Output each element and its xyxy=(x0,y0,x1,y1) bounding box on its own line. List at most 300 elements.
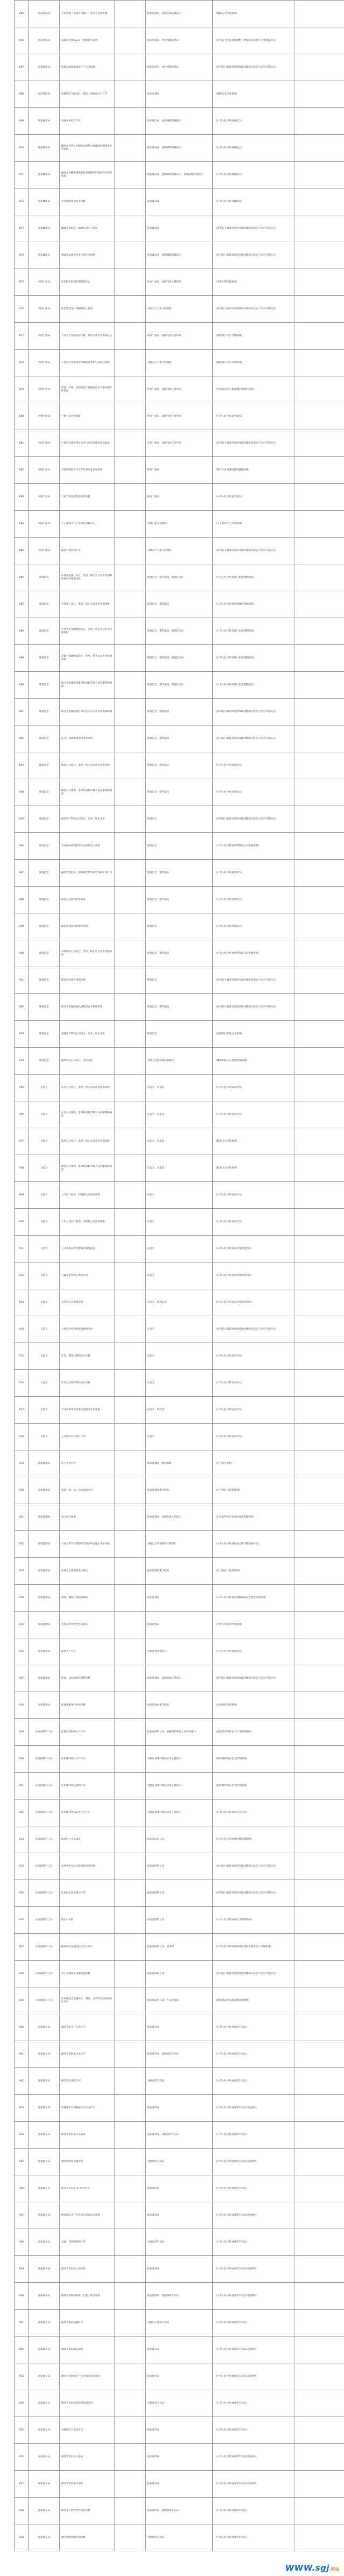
cell-department: 银保监会 xyxy=(29,994,60,1021)
cell-approval-level: 国家铁路局 xyxy=(146,81,213,108)
cell-legal-basis: 《中华人民共和国证券法》 xyxy=(213,1424,295,1450)
cell-item-name: 保险资产管理公司设立、变更、终止审批 xyxy=(60,806,115,833)
cell-legal-basis: 《中华人民共和国银行业监督管理法》 xyxy=(213,645,295,672)
cell-department: 国家邮政局 xyxy=(29,242,60,269)
table-row xyxy=(15,887,344,913)
cell-implementing-body xyxy=(115,2256,146,2283)
table-row xyxy=(15,2014,344,2041)
cell-implementing-body xyxy=(115,538,146,564)
cell-implementing-body xyxy=(115,2041,146,2068)
cell-number: 886 xyxy=(15,564,29,591)
cell-number: 929 xyxy=(15,1719,29,1746)
cell-legal-basis: 《国务院对确需保留的行政审批项目设定行政许可的决定》 xyxy=(213,296,295,323)
cell-legal-basis: 《融资担保公司监督管理条例》 xyxy=(213,1048,295,1075)
cell-item-name: 快递业务经营许可 xyxy=(60,108,115,135)
cell-legal-basis: 《国务院对确需保留的行政审批项目设定行政许可的决定》 xyxy=(213,994,295,1021)
cell-approval-level: 证监会，证监局 xyxy=(146,1101,213,1128)
cell-number: 931 xyxy=(15,1773,29,1799)
cell-remarks xyxy=(295,323,344,350)
cell-implementing-body xyxy=(115,672,146,699)
cell-legal-basis: 《国务院对确需保留的行政审批项目设定行政许可的决定》 xyxy=(213,430,295,457)
cell-number: 917 xyxy=(15,1397,29,1424)
cell-item-name: 外资银行设立、变更、终止以及业务范围审批 xyxy=(60,591,115,618)
table-row xyxy=(15,54,344,81)
cell-legal-basis: 《中华人民共和国烟草专卖法实施条例》 xyxy=(213,2471,295,2498)
table-row xyxy=(15,994,344,1021)
cell-item-name: 烟草生产经营单位变更审批 xyxy=(60,2498,115,2524)
document-sheet xyxy=(14,0,330,2551)
cell-implementing-body xyxy=(115,2229,146,2256)
cell-implementing-body xyxy=(115,618,146,645)
cell-department: 国家国防科工局 xyxy=(29,1799,60,1826)
cell-legal-basis: 《国务院关于取消和调整一批行政审批项目等事项的决定》 xyxy=(213,27,295,54)
cell-implementing-body xyxy=(115,1397,146,1424)
cell-approval-level: 银保监会，银保监局 xyxy=(146,860,213,887)
cell-department: 国家烟草局 xyxy=(29,2444,60,2471)
table-row xyxy=(15,1558,344,1585)
cell-item-name: 烟草专卖品运输许可 xyxy=(60,2310,115,2336)
cell-remarks xyxy=(295,618,344,645)
table-row xyxy=(15,1638,344,1665)
cell-number: 941 xyxy=(15,2041,29,2068)
cell-department: 银保监会 xyxy=(29,1021,60,1048)
cell-number: 940 xyxy=(15,2014,29,2041)
cell-item-name: 气象台站迁建审批 xyxy=(60,403,115,430)
cell-remarks xyxy=(295,1424,344,1450)
cell-number: 935 xyxy=(15,1880,29,1907)
cell-implementing-body xyxy=(115,1477,146,1504)
cell-remarks xyxy=(295,1853,344,1880)
cell-approval-level: 国家能源局 xyxy=(146,1585,213,1612)
cell-implementing-body xyxy=(115,1853,146,1880)
table-row xyxy=(15,323,344,350)
cell-implementing-body xyxy=(115,1155,146,1182)
cell-approval-level: 证监会，证监局 xyxy=(146,1075,213,1101)
cell-number: 882 xyxy=(15,457,29,484)
cell-department: 中国气象局 xyxy=(29,403,60,430)
cell-implementing-body xyxy=(115,833,146,860)
cell-legal-basis: 《中华人民共和国银行业监督管理法》 xyxy=(213,564,295,591)
table-row xyxy=(15,1397,344,1424)
cell-item-name: 卷烟、雪茄烟零售许可 xyxy=(60,2229,115,2256)
table-row xyxy=(15,2041,344,2068)
cell-department: 证监会 xyxy=(29,1289,60,1316)
cell-item-name: 电网企业供电营业区核定 xyxy=(60,1558,115,1585)
table-row xyxy=(15,457,344,484)
cell-remarks xyxy=(295,1719,344,1746)
cell-item-name: 非银行金融机构设立、变更、终止以及业务范围审批 xyxy=(60,645,115,672)
cell-item-name: 施放气球活动许可 xyxy=(60,538,115,564)
cell-legal-basis: 《电力监管条例》 xyxy=(213,1450,295,1477)
table-row xyxy=(15,108,344,135)
cell-item-name: 气象信息服务单位从事气象信息服务活动备案 xyxy=(60,430,115,457)
cell-number: 903 xyxy=(15,1021,29,1048)
cell-number: 911 xyxy=(15,1236,29,1262)
cell-number: 879 xyxy=(15,376,29,403)
cell-number: 889 xyxy=(15,645,29,672)
cell-legal-basis: 《涉外气象探测和资料管理办法》 xyxy=(213,457,295,484)
cell-implementing-body xyxy=(115,591,146,618)
cell-remarks xyxy=(295,2471,344,2498)
cell-legal-basis: 《中华人民共和国证券投资基金法》 xyxy=(213,1289,295,1316)
table-row xyxy=(15,1128,344,1155)
cell-number: 865 xyxy=(15,1,29,27)
cell-item-name: 防雷装置设计审核和竣工验收 xyxy=(60,296,115,323)
cell-approval-level: 国家国防科工局 xyxy=(146,1880,213,1907)
cell-remarks xyxy=(295,403,344,430)
cell-approval-level: 银保监会，银保监局 xyxy=(146,940,213,967)
cell-item-name: 铁路机车车辆设计、制造、维修或进口许可 xyxy=(60,81,115,108)
cell-department: 国家烟草局 xyxy=(29,2336,60,2363)
cell-remarks xyxy=(295,2498,344,2524)
licensing-items-table xyxy=(14,0,344,2551)
cell-implementing-body xyxy=(115,2149,146,2175)
cell-approval-level: 国家烟草局 xyxy=(146,2202,213,2229)
cell-item-name: 烟草专卖品展示审批 xyxy=(60,2471,115,2498)
cell-item-name: 公开发行股票、可转换公司债券核准 xyxy=(60,1182,115,1209)
cell-approval-level: 县级以上气象主管机构 xyxy=(146,296,213,323)
cell-legal-basis: 《中华人民共和国证券法》 xyxy=(213,1209,295,1236)
cell-item-name: 烟草专卖零售许可 xyxy=(60,2068,115,2095)
cell-approval-level: 省级烟草专卖局 xyxy=(146,2390,213,2417)
table-row xyxy=(15,2229,344,2256)
cell-approval-level: 银保监会，银保监局，银保监分局 xyxy=(146,645,213,672)
cell-item-name: 水电站大坝安全注册登记 xyxy=(60,1612,115,1638)
cell-item-name: 煤炭生产许可 xyxy=(60,1638,115,1665)
cell-legal-basis: 《中华人民共和国保险法》 xyxy=(213,860,295,887)
cell-number: 946 xyxy=(15,2175,29,2202)
cell-department: 中国气象局 xyxy=(29,323,60,350)
cell-number: 908 xyxy=(15,1155,29,1182)
cell-remarks xyxy=(295,1397,344,1424)
cell-department: 国家能源局 xyxy=(29,1504,60,1531)
table-row xyxy=(15,215,344,242)
cell-implementing-body xyxy=(115,296,146,323)
cell-remarks xyxy=(295,1209,344,1236)
cell-implementing-body xyxy=(115,1182,146,1209)
cell-remarks xyxy=(295,2524,344,2551)
cell-implementing-body xyxy=(115,81,146,108)
cell-number: 953 xyxy=(15,2363,29,2390)
cell-approval-level: 国家邮政局，省级邮政管理部门 xyxy=(146,108,213,135)
cell-department: 国家国防科工局 xyxy=(29,1907,60,1934)
cell-approval-level: 国家能源局 xyxy=(146,1612,213,1638)
cell-approval-level: 国家铁路局，地区铁路监管局 xyxy=(146,27,213,54)
cell-department: 国家烟草局 xyxy=(29,2149,60,2175)
cell-item-name: 升放无人驾驶自由气球或者系留气球活动审批 xyxy=(60,350,115,376)
cell-item-name: 烟草专用机械购进、出售、转让审批 xyxy=(60,2283,115,2310)
cell-department: 证监会 xyxy=(29,1424,60,1450)
cell-number: 896 xyxy=(15,833,29,860)
cell-implementing-body xyxy=(115,2283,146,2310)
cell-item-name: 公募基金管理人资格审批 xyxy=(60,1262,115,1289)
table-row xyxy=(15,860,344,887)
cell-implementing-body xyxy=(115,1370,146,1397)
cell-legal-basis: 《中华人民共和国核出口管制条例》 xyxy=(213,1907,295,1934)
watermark-brand-2: gj xyxy=(320,2563,329,2573)
cell-remarks xyxy=(295,2390,344,2417)
cell-legal-basis: 《中华人民共和国证券法》 xyxy=(213,1370,295,1397)
cell-approval-level: 银保监会，银保监局 xyxy=(146,994,213,1021)
cell-remarks xyxy=(295,484,344,511)
cell-department: 证监会 xyxy=(29,1236,60,1262)
cell-number: 916 xyxy=(15,1370,29,1397)
cell-approval-level: 国家烟草局，省级烟草专卖局 xyxy=(146,2498,213,2524)
cell-number: 942 xyxy=(15,2068,29,2095)
cell-item-name: 银行业金融机构从事托管业务资格审批 xyxy=(60,994,115,1021)
table-row xyxy=(15,2122,344,2149)
cell-item-name: 烟草专卖生产企业许可 xyxy=(60,2014,115,2041)
cell-legal-basis: 《中华人民共和国民用核设施安全监督管理条例》 xyxy=(213,1585,295,1612)
table-row xyxy=(15,752,344,779)
cell-implementing-body xyxy=(115,1,146,27)
cell-approval-level: 省级煤炭管理部门 xyxy=(146,1638,213,1665)
cell-legal-basis: 《中华人民共和国烟草专卖法》 xyxy=(213,2390,295,2417)
cell-legal-basis: 《中华人民共和国核材料管制条例》 xyxy=(213,1826,295,1853)
cell-legal-basis: 《中华人民共和国邮政法》 xyxy=(213,162,295,188)
cell-department: 国家烟草局 xyxy=(29,2310,60,2336)
cell-department: 中国气象局 xyxy=(29,430,60,457)
table-row xyxy=(15,1,344,27)
cell-item-name: 运输企业资格认证（铁路旅客运输） xyxy=(60,27,115,54)
cell-item-name: 烟草专卖品出口备案 xyxy=(60,2444,115,2471)
cell-item-name: 融资担保公司设立、变更审批 xyxy=(60,1048,115,1075)
cell-implementing-body xyxy=(115,135,146,162)
cell-number: 888 xyxy=(15,618,29,645)
cell-number: 933 xyxy=(15,1826,29,1853)
cell-remarks xyxy=(295,1692,344,1719)
table-row xyxy=(15,1799,344,1826)
watermark-brand: WWW.s xyxy=(285,2563,321,2573)
cell-approval-level: 证监会，证监局 xyxy=(146,1155,213,1182)
cell-item-name: 期货公司董事、监事和高级管理人员任职资格核准 xyxy=(60,1155,115,1182)
cell-number: 945 xyxy=(15,2149,29,2175)
cell-implementing-body xyxy=(115,1558,146,1585)
cell-department: 证监会 xyxy=(29,1101,60,1128)
cell-department: 国家铁路局 xyxy=(29,54,60,81)
cell-remarks xyxy=(295,1316,344,1343)
table-row xyxy=(15,2310,344,2336)
cell-item-name: 从事涉密军品市场营销活动审批 xyxy=(60,1853,115,1880)
cell-implementing-body xyxy=(115,2095,146,2122)
cell-legal-basis: 《电力供应与使用条例》 xyxy=(213,1558,295,1585)
table-row xyxy=(15,645,344,672)
table-row xyxy=(15,188,344,215)
cell-approval-level: 国家烟草局 xyxy=(146,2014,213,2041)
cell-approval-level: 中国气象局 xyxy=(146,484,213,511)
cell-item-name: 上市公司发行股票、可转换公司债券核准 xyxy=(60,1209,115,1236)
cell-implementing-body xyxy=(115,1424,146,1450)
cell-item-name: 电力项目核准 xyxy=(60,1504,115,1531)
cell-department: 国家能源局 xyxy=(29,1585,60,1612)
cell-implementing-body xyxy=(115,1826,146,1853)
cell-number: 892 xyxy=(15,725,29,752)
cell-remarks xyxy=(295,135,344,162)
cell-remarks xyxy=(295,376,344,403)
cell-approval-level: 县级以上烟草专卖局 xyxy=(146,2310,213,2336)
cell-department: 国家烟草局 xyxy=(29,2068,60,2095)
table-row xyxy=(15,2256,344,2283)
cell-approval-level: 国家能源局，派出机构 xyxy=(146,1450,213,1477)
cell-remarks xyxy=(295,538,344,564)
cell-legal-basis: 《中华人民共和国保险法》 xyxy=(213,887,295,913)
cell-department: 银保监会 xyxy=(29,806,60,833)
cell-approval-level: 银保监会，银保监局，银保监分局 xyxy=(146,564,213,591)
cell-remarks xyxy=(295,564,344,591)
cell-implementing-body xyxy=(115,2310,146,2336)
cell-remarks xyxy=(295,2444,344,2471)
cell-department: 国家邮政局 xyxy=(29,135,60,162)
cell-remarks xyxy=(295,967,344,994)
cell-item-name: 保险公司董事、监事和高级管理人员任职资格核准 xyxy=(60,779,115,806)
cell-approval-level: 银保监会，银保监局 xyxy=(146,752,213,779)
cell-item-name: 承装（修、试）电力设施许可 xyxy=(60,1477,115,1504)
cell-number: 878 xyxy=(15,350,29,376)
cell-department: 证监会 xyxy=(29,1397,60,1424)
table-row xyxy=(15,242,344,269)
cell-legal-basis: 《中华人民共和国外资银行管理条例》 xyxy=(213,591,295,618)
cell-implementing-body xyxy=(115,1612,146,1638)
cell-implementing-body xyxy=(115,1128,146,1155)
cell-approval-level: 证监会，银保监会 xyxy=(146,1289,213,1316)
cell-remarks xyxy=(295,1343,344,1370)
table-row xyxy=(15,2283,344,2310)
cell-approval-level: 省级烟草专卖局 xyxy=(146,2149,213,2175)
table-row xyxy=(15,162,344,188)
cell-number: 899 xyxy=(15,913,29,940)
cell-department: 国家烟草局 xyxy=(29,2202,60,2229)
cell-legal-basis: 《民用核安全设备监督管理条例》 xyxy=(213,1987,295,2014)
cell-legal-basis: 《水库大坝安全管理条例》 xyxy=(213,1612,295,1638)
cell-remarks xyxy=(295,2310,344,2336)
table-row xyxy=(15,1343,344,1370)
cell-legal-basis: 《国务院对确需保留的行政审批项目设定行政许可的决定》 xyxy=(213,1961,295,1987)
cell-implementing-body xyxy=(115,1075,146,1101)
cell-remarks xyxy=(295,27,344,54)
cell-number: 872 xyxy=(15,188,29,215)
cell-approval-level: 国家邮政局 xyxy=(146,188,213,215)
cell-remarks xyxy=(295,2095,344,2122)
cell-remarks xyxy=(295,1612,344,1638)
cell-number: 893 xyxy=(15,752,29,779)
cell-legal-basis: 《中华人民共和国证券投资基金法》 xyxy=(213,1236,295,1262)
cell-remarks xyxy=(295,1128,344,1155)
cell-number: 874 xyxy=(15,242,29,269)
cell-implementing-body xyxy=(115,1746,146,1773)
cell-implementing-body xyxy=(115,752,146,779)
table-row xyxy=(15,940,344,967)
cell-legal-basis: 《中华人民共和国保险法》 xyxy=(213,752,295,779)
cell-remarks xyxy=(295,1773,344,1799)
table-body xyxy=(15,1,344,2551)
cell-department: 银保监会 xyxy=(29,860,60,887)
cell-implementing-body xyxy=(115,1101,146,1128)
cell-department: 证监会 xyxy=(29,1370,60,1397)
cell-remarks xyxy=(295,1826,344,1853)
cell-implementing-body xyxy=(115,323,146,350)
cell-legal-basis: 《中华人民共和国烟草专卖法实施条例》 xyxy=(213,2283,295,2310)
cell-remarks xyxy=(295,1450,344,1477)
cell-approval-level: 证监会 xyxy=(146,1370,213,1397)
cell-item-name: 专用铁路（铁路专用线）工程竣工验收备案 xyxy=(60,1,115,27)
table-row xyxy=(15,618,344,645)
cell-number: 909 xyxy=(15,1182,29,1209)
cell-legal-basis: 《中华人民共和国外资保险公司管理条例》 xyxy=(213,833,295,860)
cell-number: 944 xyxy=(15,2122,29,2149)
table-row xyxy=(15,2417,344,2444)
cell-number: 918 xyxy=(15,1424,29,1450)
cell-legal-basis: 《中华人民共和国外资保险公司管理条例》 xyxy=(213,940,295,967)
cell-implementing-body xyxy=(115,2444,146,2471)
cell-approval-level: 省级气象主管机构 xyxy=(146,511,213,538)
cell-approval-level: 中国气象局，省级气象主管机构 xyxy=(146,430,213,457)
table-row xyxy=(15,1504,344,1531)
cell-implementing-body xyxy=(115,1450,146,1477)
cell-number: 871 xyxy=(15,162,29,188)
cell-legal-basis: 《中华人民共和国烟草专卖法》 xyxy=(213,2014,295,2041)
cell-implementing-body xyxy=(115,1531,146,1558)
cell-implementing-body xyxy=(115,994,146,1021)
cell-item-name: 烟叶种植收购计划审批 xyxy=(60,2524,115,2551)
cell-department: 国家邮政局 xyxy=(29,162,60,188)
table-row xyxy=(15,403,344,430)
cell-approval-level: 国家烟草局 xyxy=(146,2444,213,2471)
cell-approval-level: 证监会，财政部 xyxy=(146,1397,213,1424)
watermark-suffix: 网站 xyxy=(331,2567,340,2572)
table-row xyxy=(15,1585,344,1612)
cell-item-name: 新建电源项目并网审批 xyxy=(60,1692,115,1719)
table-row xyxy=(15,81,344,108)
cell-number: 870 xyxy=(15,135,29,162)
table-row xyxy=(15,1773,344,1799)
cell-approval-level: 国家烟草局，省级烟草专卖局 xyxy=(146,2122,213,2149)
cell-approval-level: 国家烟草局 xyxy=(146,2256,213,2283)
cell-item-name: 公司债券公开发行注册 xyxy=(60,1424,115,1450)
table-row xyxy=(15,1182,344,1209)
cell-department: 国家国防科工局 xyxy=(29,1746,60,1773)
cell-item-name: 保险代理机构、保险经纪机构经营保险业务许可 xyxy=(60,860,115,887)
cell-remarks xyxy=(295,2068,344,2095)
cell-item-name: 核两用品及相关技术出口许可 xyxy=(60,1934,115,1961)
table-row xyxy=(15,1531,344,1558)
cell-implementing-body xyxy=(115,1665,146,1692)
cell-legal-basis: 《中华人民共和国证券法》 xyxy=(213,1343,295,1370)
table-row xyxy=(15,2068,344,2095)
cell-approval-level: 国家国防科工局，省级国防科技工业管理部门 xyxy=(146,1719,213,1746)
table-row xyxy=(15,1021,344,1048)
cell-implementing-body xyxy=(115,779,146,806)
cell-remarks xyxy=(295,215,344,242)
site-watermark xyxy=(285,2563,340,2573)
cell-implementing-body xyxy=(115,1021,146,1048)
cell-item-name: 升放无人驾驶自由气球、系留气球单位资质认定 xyxy=(60,323,115,350)
cell-number: 875 xyxy=(15,269,29,296)
cell-item-name: 铁路运输基础设备生产企业审批 xyxy=(60,54,115,81)
cell-number: 922 xyxy=(15,1531,29,1558)
cell-legal-basis: 《中华人民共和国保险法》 xyxy=(213,913,295,940)
cell-department: 银保监会 xyxy=(29,1048,60,1075)
cell-approval-level: 国家能源局派出机构 xyxy=(146,1558,213,1585)
cell-item-name: 保险条款和保险费率审批 xyxy=(60,913,115,940)
cell-remarks xyxy=(295,1236,344,1262)
cell-item-name: 金融资产管理公司设立、变更、终止审批 xyxy=(60,1021,115,1048)
cell-number: 884 xyxy=(15,511,29,538)
table-row xyxy=(15,135,344,162)
cell-number: 924 xyxy=(15,1585,29,1612)
cell-legal-basis: 《中华人民共和国烟草专卖法实施条例》 xyxy=(213,2336,295,2363)
cell-implementing-body xyxy=(115,725,146,752)
table-row xyxy=(15,967,344,994)
